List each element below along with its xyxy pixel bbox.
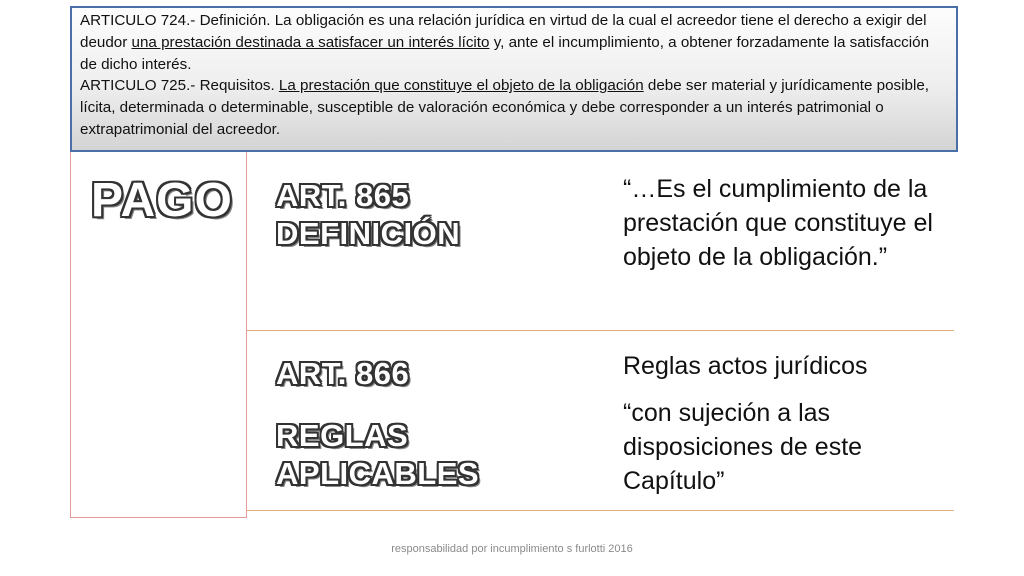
- art-866-heading-line1: REGLAS: [276, 418, 409, 453]
- articles-header-box: [70, 6, 958, 152]
- art-866-heading: [276, 417, 479, 493]
- article-725-underlined: La prestación que constituye el objeto de la obligación: [278, 77, 644, 95]
- pago-panel: [70, 152, 247, 518]
- pago-title: PAGO: [91, 174, 233, 227]
- art-865-number: ART. 865: [276, 178, 410, 213]
- article-725-suffix: debe ser material y jurídicamente posible, lícita, determinada o determinable, susceptible de valoración económica y debe corresponder a un interés patrimonial o extrapatrimonial del acreedor.: [80, 77, 930, 138]
- art-866-number: ART. 866: [276, 356, 410, 391]
- footer-caption: responsabilidad por incumplimiento s furlotti 2016: [391, 543, 633, 555]
- article-725-prefix: ARTICULO 725.- Requisitos.: [80, 77, 279, 95]
- art-866-heading-line2: APLICABLES: [276, 456, 480, 491]
- art-866-description: “con sujeción a las disposiciones de este Capítulo”: [623, 399, 863, 495]
- row-divider-bottom: [247, 510, 954, 511]
- art-865-title: [276, 177, 460, 253]
- article-724-text: [80, 10, 948, 75]
- article-725-text: [80, 75, 948, 140]
- art-865-heading: DEFINICIÓN: [276, 216, 461, 251]
- row-divider: [247, 330, 954, 331]
- article-724-underlined: una prestación destinada a satisfacer un interés lícito: [131, 33, 490, 51]
- article-724-prefix: ARTICULO 724.- Definición. La obligación es una relación jurídica en virtud de la cual el acreedor tiene el derecho a exigir del deudor: [80, 12, 927, 51]
- art-866-subtitle: Reglas actos jurídicos: [623, 352, 868, 380]
- art-865-description: “…Es el cumplimiento de la prestación que constituye el objeto de la obligación.”: [623, 175, 933, 271]
- article-724-suffix: y, ante el incumplimiento, a obtener forzadamente la satisfacción de dicho interés.: [80, 33, 930, 73]
